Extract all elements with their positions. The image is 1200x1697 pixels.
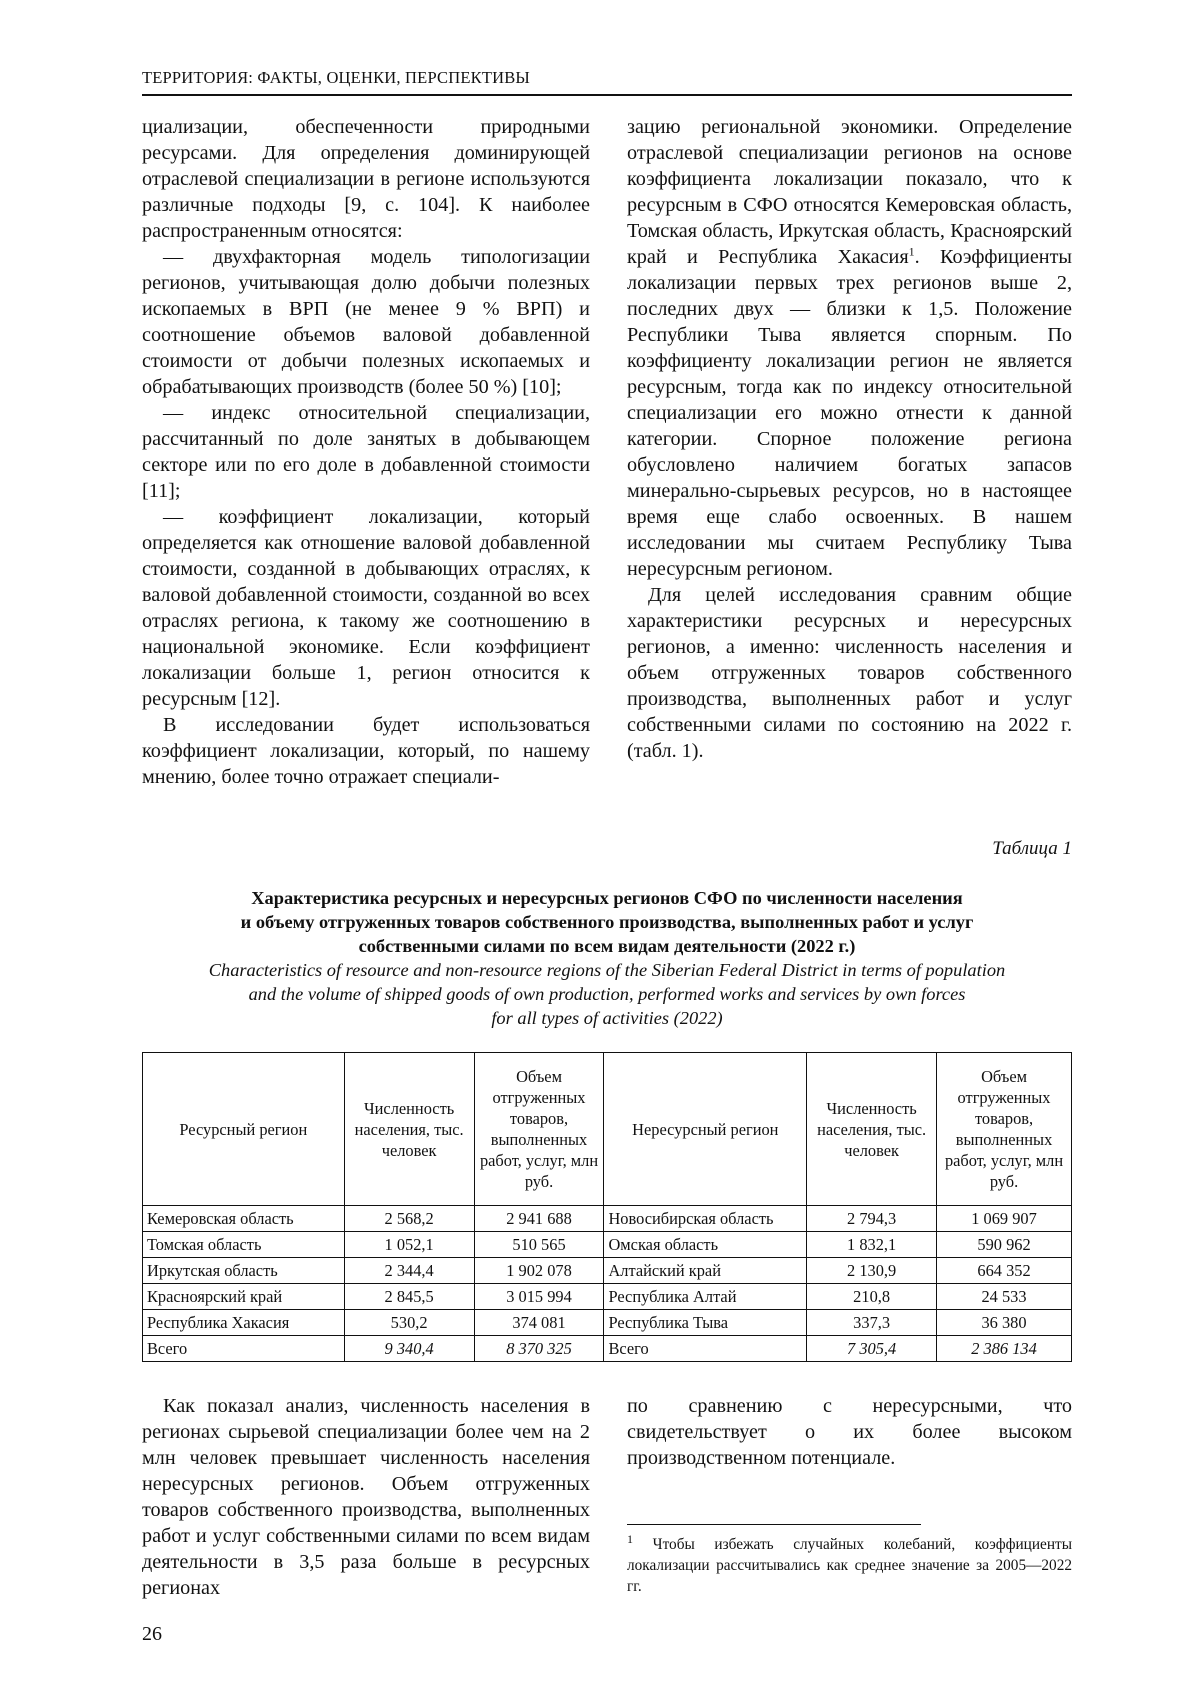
table-cell: Всего (604, 1336, 807, 1362)
text-column-bottom-left (142, 1393, 590, 1601)
table-cell: Новосибирская область (604, 1206, 807, 1232)
table-cell: 210,8 (807, 1284, 937, 1310)
table-label: Таблица 1 (992, 838, 1072, 859)
paragraph: циализации, обеспеченности природными ресурсами. Для определения доминирующей отраслевой специализации в регионе используются различные подходы [9, с. 104]. К наиболее распространенным относятся: (142, 116, 590, 242)
paragraph: по сравнению с нересурсными, что свидетельствует о их более высоком производственном потенциале. (627, 1395, 1072, 1469)
table-cell: 7 305,4 (807, 1336, 937, 1362)
paragraph: Как показал анализ, численность населения в регионах сырьевой специализации более чем на 2 млн человек превышает численность населения нересурсных регионов. Объем отгруженных товаров собственного производства, выполненных работ и услуг собственными силами по всем видам деятельности в 3,5 раза больше в ресурсных регионах (142, 1395, 590, 1599)
header-cell: Нересурсный регион (604, 1053, 807, 1206)
table-cell: 1 069 907 (937, 1206, 1072, 1232)
header-cell: Объем отгруженных товаров, выполненных работ, услуг, млн руб. (937, 1053, 1072, 1206)
table-cell: 3 015 994 (474, 1284, 604, 1310)
table-cell: 9 340,4 (344, 1336, 474, 1362)
table-cell: 8 370 325 (474, 1336, 604, 1362)
table-cell: 2 941 688 (474, 1206, 604, 1232)
table-cell: Кемеровская область (143, 1206, 345, 1232)
list-item: — коэффициент локализации, который определяется как отношение валовой добавленной стоимости, созданной в добывающих отраслях, к валовой добавленной стоимости, созданной во всех отраслях региона, к такому же соотношению в национальной экономике. Если коэффициент локализации больше 1, регион относится к ресурсным [12]. (142, 506, 590, 710)
table-cell: Омская область (604, 1232, 807, 1258)
table-title-en: Characteristics of resource and non-resource regions of the Siberian Federal District in terms of population and the volume of shipped goods of own production, performed works and services by own forces for all types of activities (2022) (208, 960, 1006, 1028)
table-cell: 1 052,1 (344, 1232, 474, 1258)
table-cell: 374 081 (474, 1310, 604, 1336)
table-cell: 2 386 134 (937, 1336, 1072, 1362)
footnote: $^1$ Чтобы избежать случайных колебаний, коэффициенты локализации рассчитывались как среднее значение за 2005—2022 гг. (627, 1531, 1072, 1595)
table-cell: 1 832,1 (807, 1232, 937, 1258)
paragraph: зацию региональной экономики. Определение отраслевой специализации регионов на основе коэффициента локализации показало, что к ресурсным в СФО относятся Кемеровская область, Томская область, Иркутская область, Красноярский край и Республика Хакасия$^1$. Коэффициенты локализации первых трех регионов выше 2, последних двух — близки к 1,5. Положение Республики Тыва является спорным. По коэффициенту локализации регион не является ресурсным, тогда как по индексу относительной специализации его можно отнести к данной категории. Спорное положение региона обусловлено наличием богатых запасов минерально-сырьевых ресурсов, но в настоящее время еще слабо освоенных. В нашем исследовании мы считаем Республику Тыва нересурсным регионом. (627, 116, 1072, 580)
footnote-reference[interactable]: 1 (908, 244, 915, 259)
table-row (143, 1232, 1072, 1258)
list-item: — двухфакторная модель типологизации регионов, учитывающая долю добычи полезных ископаемых в ВРП (не менее 9 % ВРП) и соотношение объемов валовой добавленной стоимости от добычи полезных ископаемых и обрабатывающих производств (более 50 %) [10]; (142, 246, 590, 398)
table-cell: 510 565 (474, 1232, 604, 1258)
table-cell: 530,2 (344, 1310, 474, 1336)
table-cell: Алтайский край (604, 1258, 807, 1284)
table-cell: 2 130,9 (807, 1258, 937, 1284)
text-column-top-left (142, 114, 590, 790)
header-cell: Численность населения, тыс. человек (807, 1053, 937, 1206)
table-cell: Республика Алтай (604, 1284, 807, 1310)
table-cell: 337,3 (807, 1310, 937, 1336)
table-header-row (143, 1053, 1072, 1206)
table-row (143, 1284, 1072, 1310)
table-cell: Республика Тыва (604, 1310, 807, 1336)
table-row (143, 1310, 1072, 1336)
data-table (142, 1052, 1072, 1362)
table-cell: Всего (143, 1336, 345, 1362)
header-cell: Ресурсный регион (143, 1053, 345, 1206)
list-item: — индекс относительной специализации, рассчитанный по доле занятых в добывающем секторе или по его доле в добавленной стоимости [11]; (142, 402, 590, 502)
table-cell: Республика Хакасия (143, 1310, 345, 1336)
table-cell: 24 533 (937, 1284, 1072, 1310)
footnote-mark: 1 (627, 1531, 633, 1546)
table-cell: Томская область (143, 1232, 345, 1258)
text-column-bottom-right (627, 1393, 1072, 1471)
running-header: ТЕРРИТОРИЯ: ФАКТЫ, ОЦЕНКИ, ПЕРСПЕКТИВЫ (142, 68, 1072, 96)
paragraph: В исследовании будет использоваться коэффициент локализации, который, по нашему мнению, более точно отражает специали- (142, 714, 590, 788)
table-cell: 2 568,2 (344, 1206, 474, 1232)
table-cell: Красноярский край (143, 1284, 345, 1310)
table-cell: 2 344,4 (344, 1258, 474, 1284)
table-cell: 590 962 (937, 1232, 1072, 1258)
text-column-top-right (627, 114, 1072, 764)
table-row (143, 1258, 1072, 1284)
table-cell: Иркутская область (143, 1258, 345, 1284)
paragraph: Для целей исследования сравним общие характеристики ресурсных и нересурсных регионов, а именно: численность населения и объем отгруженных товаров собственного производства, выполненных работ и услуг собственными силами по состоянию на 2022 г. (табл. 1). (627, 584, 1072, 762)
table-row (143, 1206, 1072, 1232)
table-cell: 36 380 (937, 1310, 1072, 1336)
footnote-divider (627, 1524, 921, 1525)
table-total-row (143, 1336, 1072, 1362)
page-number: 26 (142, 1623, 162, 1645)
table-cell: 2 845,5 (344, 1284, 474, 1310)
table-title-ru: Характеристика ресурсных и нересурсных регионов СФО по численности населения и объему отгруженных товаров собственного производства, выполненных работ и услуг собственными силами по всем видам деятельности (2022 г.) (240, 888, 974, 956)
table-cell: 2 794,3 (807, 1206, 937, 1232)
header-cell: Объем отгруженных товаров, выполненных работ, услуг, млн руб. (474, 1053, 604, 1206)
table-cell: 664 352 (937, 1258, 1072, 1284)
header-cell: Численность населения, тыс. человек (344, 1053, 474, 1206)
table-cell: 1 902 078 (474, 1258, 604, 1284)
